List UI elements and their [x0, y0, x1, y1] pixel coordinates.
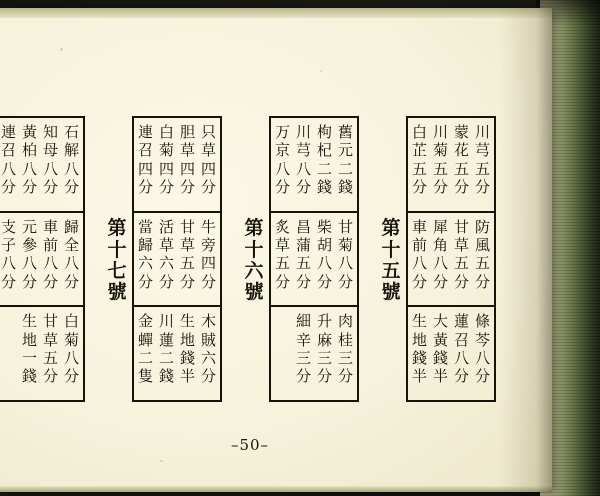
- ingredient-name-char: 菊: [63, 330, 79, 349]
- ingredient-name-char: 當: [137, 217, 153, 236]
- recipe-heading-char: 六: [244, 260, 264, 282]
- ingredient-name-char: 京: [274, 141, 290, 160]
- ingredient-amount-char: 八: [274, 159, 290, 178]
- ingredient-amount-char: 三: [337, 348, 353, 367]
- ingredient-amount-char: 分: [337, 367, 353, 386]
- ingredient-name-char: 只: [200, 123, 216, 141]
- ingredient-cell: [40, 215, 61, 304]
- ingredient-amount-char: 一: [21, 348, 37, 367]
- ingredient-name-char: 牛: [200, 217, 216, 236]
- ingredient-name-char: 召: [453, 330, 469, 349]
- ingredient-amount-char: 八: [474, 348, 490, 367]
- ingredient-amount-char: 八: [411, 254, 427, 273]
- table-row: [0, 213, 83, 308]
- ingredient-name-char: 川: [432, 123, 448, 141]
- ingredient-name-char: 蒙: [453, 123, 469, 141]
- ingredient-name-char: 桂: [337, 330, 353, 349]
- ingredient-amount-char: 八: [295, 159, 311, 178]
- ingredient-amount-char: 分: [158, 177, 174, 196]
- ingredient-amount-char: 八: [0, 159, 16, 178]
- ingredient-name-char: 芎: [295, 141, 311, 160]
- ingredient-cell: [177, 120, 198, 209]
- ingredient-name-char: 川: [474, 123, 490, 141]
- ingredient-name-char: 解: [63, 141, 79, 160]
- ingredient-name-char: 甘: [337, 217, 353, 236]
- ingredient-name-char: 草: [179, 235, 195, 254]
- ingredient-name-char: 犀: [432, 217, 448, 236]
- ingredient-amount-char: 錢: [432, 348, 448, 367]
- ingredient-cell: [472, 215, 493, 304]
- table-row: [271, 118, 357, 213]
- ingredient-name-char: 白: [158, 123, 174, 141]
- ingredient-amount-char: 分: [158, 272, 174, 291]
- recipe-heading-char: 號: [381, 281, 401, 304]
- table-row: [0, 118, 83, 213]
- ingredient-name-char: 枸: [316, 123, 332, 141]
- ingredient-cell: [61, 309, 82, 398]
- ingredient-name-char: 大: [432, 312, 448, 331]
- ingredient-name-char: 子: [0, 235, 16, 254]
- recipe-heading: [239, 116, 269, 406]
- ingredient-name-char: 連: [137, 123, 153, 141]
- table-row: [271, 307, 357, 400]
- ingredient-amount-char: 八: [337, 254, 353, 273]
- ingredient-name-char: 炙: [274, 217, 290, 236]
- ingredient-name-char: 白: [63, 312, 79, 331]
- table-row: [408, 307, 494, 400]
- ingredient-amount-char: 分: [137, 272, 153, 291]
- ingredient-amount-char: 分: [21, 272, 37, 291]
- ingredient-amount-char: 分: [63, 272, 79, 291]
- ingredient-name-char: 全: [63, 235, 79, 254]
- ingredient-amount-char: 四: [158, 159, 174, 178]
- ingredient-name-char: 肉: [337, 312, 353, 331]
- recipe-group: [239, 116, 359, 406]
- ingredient-amount-char: 錢: [411, 348, 427, 367]
- ingredient-amount-char: 四: [179, 159, 195, 178]
- ingredient-cell: [335, 309, 356, 398]
- ingredient-amount-char: 半: [411, 367, 427, 386]
- ingredient-cell: [40, 309, 61, 398]
- ingredient-amount-char: 半: [432, 367, 448, 386]
- ingredient-cell: [409, 215, 430, 304]
- recipe-heading-char: 十: [244, 238, 264, 261]
- ingredient-amount-char: 分: [453, 272, 469, 291]
- ingredient-amount-char: 分: [200, 177, 216, 196]
- ingredient-cell: [314, 309, 335, 398]
- recipe-heading-char: 第: [381, 217, 401, 240]
- ingredient-name-char: 菊: [158, 141, 174, 160]
- ingredient-name-char: 防: [474, 217, 490, 236]
- ingredient-name-char: 草: [200, 141, 216, 160]
- ingredient-name-char: 菊: [337, 235, 353, 254]
- ingredient-cell: [335, 215, 356, 304]
- ingredient-cell: [177, 215, 198, 304]
- ingredient-cell: [198, 309, 219, 398]
- ingredient-cell: [293, 309, 314, 398]
- ingredient-amount-char: 五: [411, 159, 427, 178]
- ingredient-amount-char: 八: [316, 254, 332, 273]
- ingredient-name-char: 金: [137, 312, 153, 331]
- ingredient-name-char: 胡: [316, 235, 332, 254]
- ingredient-name-char: 前: [42, 235, 58, 254]
- ingredient-amount-char: 分: [295, 272, 311, 291]
- ingredient-cell: [0, 120, 19, 209]
- ingredient-name-char: 蒲: [295, 235, 311, 254]
- recipe-heading-char: 號: [244, 281, 264, 304]
- ingredient-cell: [135, 309, 156, 398]
- ingredient-amount-char: 五: [453, 254, 469, 273]
- ingredient-amount-char: 分: [42, 367, 58, 386]
- ingredient-cell: [198, 215, 219, 304]
- recipe-heading: [102, 116, 132, 406]
- ingredient-table: [0, 116, 85, 402]
- ingredient-name-char: 歸: [63, 217, 79, 236]
- ingredient-amount-char: 分: [200, 272, 216, 291]
- ingredient-amount-char: 二: [158, 348, 174, 367]
- ingredient-amount-char: 八: [21, 254, 37, 273]
- ingredient-amount-char: 分: [474, 177, 490, 196]
- ingredient-amount-char: 分: [316, 367, 332, 386]
- ingredient-name-char: 蓮: [453, 312, 469, 331]
- table-row: [0, 307, 83, 400]
- ingredient-amount-char: 分: [179, 177, 195, 196]
- ingredient-amount-char: 分: [453, 367, 469, 386]
- ingredient-amount-char: 三: [316, 348, 332, 367]
- ingredient-name-char: 元: [21, 217, 37, 236]
- ingredient-cell: [430, 120, 451, 209]
- ingredient-name-char: 生: [179, 312, 195, 331]
- ingredient-amount-char: 八: [42, 159, 58, 178]
- ingredient-amount-char: 五: [274, 254, 290, 273]
- ingredient-name-char: 白: [411, 123, 427, 141]
- ingredient-name-char: 麻: [316, 330, 332, 349]
- ingredient-cell: [19, 215, 40, 304]
- ingredient-cell: [19, 120, 40, 209]
- ingredient-name-char: 召: [137, 141, 153, 160]
- ingredient-amount-char: 分: [179, 272, 195, 291]
- recipe-heading: [376, 116, 406, 406]
- ingredient-cell: [198, 120, 219, 209]
- recipe-heading-char: 七: [107, 260, 127, 282]
- ingredient-amount-char: 分: [21, 177, 37, 196]
- ingredient-amount-char: 分: [295, 367, 311, 386]
- ingredient-cell: [472, 309, 493, 398]
- ingredient-name-char: 升: [316, 312, 332, 331]
- ingredient-amount-char: 分: [0, 272, 16, 291]
- ingredient-name-char: 風: [474, 235, 490, 254]
- ingredient-cell: [272, 120, 293, 209]
- ingredient-name-char: 地: [411, 330, 427, 349]
- ingredient-amount-char: 錢: [179, 348, 195, 367]
- ingredient-amount-char: 六: [137, 254, 153, 273]
- recipe-heading-char: 十: [381, 238, 401, 261]
- ingredient-cell: [272, 215, 293, 304]
- ingredient-amount-char: 分: [432, 272, 448, 291]
- ingredient-amount-char: 五: [432, 159, 448, 178]
- ingredient-name-char: 柴: [316, 217, 332, 236]
- table-row: [134, 213, 220, 308]
- ingredient-cell: [451, 120, 472, 209]
- ingredient-amount-char: 錢: [337, 177, 353, 196]
- ingredient-amount-char: 五: [179, 254, 195, 273]
- ingredient-amount-char: 八: [63, 254, 79, 273]
- ingredient-name-char: 歸: [137, 235, 153, 254]
- ingredient-amount-char: 八: [432, 254, 448, 273]
- ingredient-name-char: 草: [158, 235, 174, 254]
- ingredient-amount-char: 分: [432, 177, 448, 196]
- ingredient-amount-char: 三: [295, 348, 311, 367]
- ingredient-name-char: 地: [21, 330, 37, 349]
- ingredient-amount-char: 六: [158, 254, 174, 273]
- ingredient-name-char: 草: [179, 141, 195, 160]
- ingredient-amount-char: 分: [337, 272, 353, 291]
- ingredient-amount-char: 五: [474, 159, 490, 178]
- ingredient-cell: [0, 215, 19, 304]
- ingredient-name-char: 活: [158, 217, 174, 236]
- recipe-heading-char: 第: [107, 217, 127, 240]
- ingredient-name-char: 生: [21, 312, 37, 331]
- ingredient-name-char: 支: [0, 217, 16, 236]
- ingredient-cell: [40, 120, 61, 209]
- ingredient-name-char: 柏: [21, 141, 37, 160]
- ingredient-amount-char: 八: [42, 254, 58, 273]
- ingredient-amount-char: 分: [474, 367, 490, 386]
- page-content: [0, 8, 552, 492]
- recipe-heading-char: 五: [381, 260, 401, 282]
- ingredient-name-char: 蟬: [137, 330, 153, 349]
- ingredient-amount-char: 分: [316, 272, 332, 291]
- recipe-group-list: [0, 116, 496, 406]
- ingredient-amount-char: 二: [137, 348, 153, 367]
- ingredient-name-char: 草: [274, 235, 290, 254]
- ingredient-name-char: 菊: [432, 141, 448, 160]
- ingredient-amount-char: 八: [0, 254, 16, 273]
- ingredient-amount-char: 分: [411, 177, 427, 196]
- ingredient-cell: [335, 120, 356, 209]
- ingredient-name-char: 石: [63, 123, 79, 141]
- ingredient-amount-char: 六: [200, 348, 216, 367]
- ingredient-name-char: 連: [0, 123, 16, 141]
- ingredient-cell: [156, 215, 177, 304]
- recipe-group: [0, 116, 85, 406]
- ingredient-amount-char: 五: [42, 348, 58, 367]
- ingredient-amount-char: 分: [42, 272, 58, 291]
- ingredient-amount-char: 分: [474, 272, 490, 291]
- recipe-heading-char: 十: [107, 238, 127, 261]
- ingredient-name-char: 車: [411, 217, 427, 236]
- ingredient-cell: [135, 120, 156, 209]
- ingredient-table: [406, 116, 496, 402]
- ingredient-amount-char: 錢: [21, 367, 37, 386]
- ingredient-name-char: 芩: [474, 330, 490, 349]
- ingredient-amount-char: 八: [63, 348, 79, 367]
- ingredient-name-char: 甘: [42, 312, 58, 331]
- ingredient-name-char: 甘: [179, 217, 195, 236]
- ingredient-amount-char: 八: [453, 348, 469, 367]
- ingredient-cell: [451, 309, 472, 398]
- ingredient-name-char: 車: [42, 217, 58, 236]
- ingredient-amount-char: 分: [0, 177, 16, 196]
- ingredient-amount-char: 分: [295, 177, 311, 196]
- ingredient-name-char: 胆: [179, 123, 195, 141]
- ingredient-cell: [472, 120, 493, 209]
- ingredient-amount-char: 分: [274, 272, 290, 291]
- ingredient-name-char: 芎: [474, 141, 490, 160]
- ingredient-cell: [430, 309, 451, 398]
- ingredient-name-char: 知: [42, 123, 58, 141]
- table-row: [134, 307, 220, 400]
- ingredient-cell: [314, 120, 335, 209]
- ingredient-cell: [61, 120, 82, 209]
- ingredient-name-char: 召: [0, 141, 16, 160]
- ingredient-amount-char: 分: [274, 177, 290, 196]
- recipe-group: [102, 116, 222, 406]
- ingredient-cell: [314, 215, 335, 304]
- ingredient-amount-char: 半: [179, 367, 195, 386]
- ingredient-name-char: 川: [295, 123, 311, 141]
- table-row: [408, 118, 494, 213]
- ingredient-cell: [156, 120, 177, 209]
- page-number: –50–: [230, 436, 270, 454]
- recipe-heading-char: 第: [244, 217, 264, 240]
- ingredient-name-char: 川: [158, 312, 174, 331]
- ingredient-amount-char: 二: [316, 159, 332, 178]
- ingredient-cell: [430, 215, 451, 304]
- ingredient-cell: [61, 215, 82, 304]
- ingredient-name-char: 舊: [337, 123, 353, 141]
- ingredient-name-char: 万: [274, 123, 290, 141]
- ingredient-cell: [135, 215, 156, 304]
- ingredient-amount-char: 八: [63, 159, 79, 178]
- ingredient-amount-char: 分: [137, 177, 153, 196]
- ingredient-amount-char: 五: [474, 254, 490, 273]
- ingredient-name-char: 昌: [295, 217, 311, 236]
- ingredient-name-char: 參: [21, 235, 37, 254]
- ingredient-name-char: 前: [411, 235, 427, 254]
- ingredient-amount-char: 五: [453, 159, 469, 178]
- ingredient-amount-char: 分: [453, 177, 469, 196]
- ingredient-name-char: 條: [474, 312, 490, 331]
- ingredient-table: [132, 116, 222, 402]
- ingredient-name-char: 花: [453, 141, 469, 160]
- ingredient-name-char: 黃: [432, 330, 448, 349]
- ingredient-amount-char: 四: [200, 159, 216, 178]
- ingredient-amount-char: 分: [63, 177, 79, 196]
- ingredient-cell: [156, 309, 177, 398]
- ingredient-cell: [409, 309, 430, 398]
- ingredient-name-char: 地: [179, 330, 195, 349]
- ingredient-name-char: 甘: [453, 217, 469, 236]
- ingredient-amount-char: 錢: [316, 177, 332, 196]
- ingredient-name-char: 角: [432, 235, 448, 254]
- ingredient-name-char: 杞: [316, 141, 332, 160]
- ingredient-name-char: 木: [200, 312, 216, 331]
- ingredient-cell: [409, 120, 430, 209]
- ingredient-amount-char: 分: [200, 367, 216, 386]
- ingredient-amount-char: 分: [411, 272, 427, 291]
- ingredient-amount-char: 四: [137, 159, 153, 178]
- table-row: [134, 118, 220, 213]
- ingredient-cell: [451, 215, 472, 304]
- table-row: [408, 213, 494, 308]
- ingredient-cell: [293, 215, 314, 304]
- ingredient-cell: [177, 309, 198, 398]
- ingredient-amount-char: 分: [42, 177, 58, 196]
- recipe-group: [376, 116, 496, 406]
- table-row: [271, 213, 357, 308]
- ingredient-name-char: 賊: [200, 330, 216, 349]
- ingredient-name-char: 草: [42, 330, 58, 349]
- ingredient-name-char: 母: [42, 141, 58, 160]
- ingredient-name-char: 黃: [21, 123, 37, 141]
- ingredient-amount-char: 錢: [158, 367, 174, 386]
- ingredient-cell: [19, 309, 40, 398]
- ingredient-amount-char: 隻: [137, 367, 153, 386]
- ingredient-amount-char: 二: [337, 159, 353, 178]
- ingredient-cell: [293, 120, 314, 209]
- ingredient-amount-char: 八: [21, 159, 37, 178]
- ingredient-name-char: 生: [411, 312, 427, 331]
- ingredient-name-char: 細: [295, 312, 311, 331]
- recipe-heading-char: 號: [107, 281, 127, 304]
- ingredient-name-char: 芷: [411, 141, 427, 160]
- ingredient-amount-char: 分: [63, 367, 79, 386]
- ingredient-amount-char: 五: [295, 254, 311, 273]
- ingredient-amount-char: 四: [200, 254, 216, 273]
- ingredient-name-char: 辛: [295, 330, 311, 349]
- ingredient-name-char: 旁: [200, 235, 216, 254]
- ingredient-name-char: 蓮: [158, 330, 174, 349]
- ingredient-name-char: 草: [453, 235, 469, 254]
- ingredient-name-char: 元: [337, 141, 353, 160]
- ingredient-table: [269, 116, 359, 402]
